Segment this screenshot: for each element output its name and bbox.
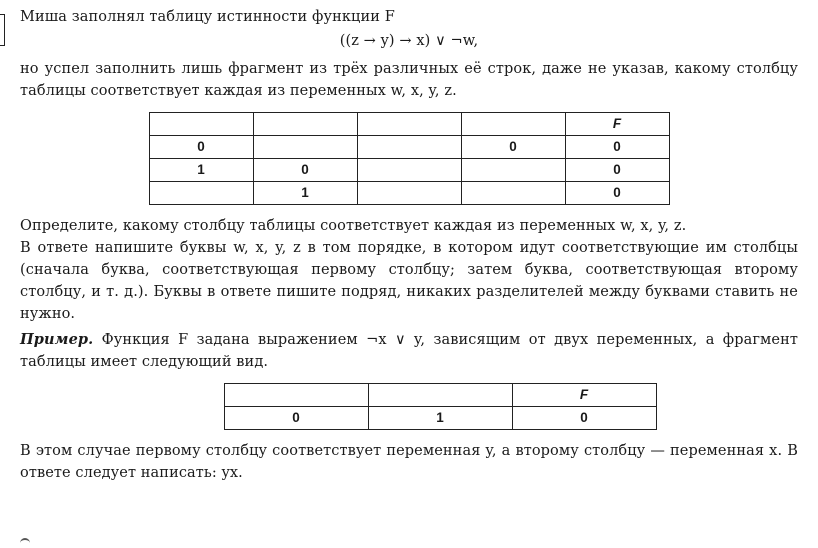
table2-cell: 0 xyxy=(512,407,656,430)
example-truth-table xyxy=(224,383,657,430)
table1-cell xyxy=(357,159,461,182)
table2-cell: 1 xyxy=(368,407,512,430)
table1-cell xyxy=(149,113,253,136)
table1-cell: 0 xyxy=(565,159,669,182)
table1-cell: 0 xyxy=(461,136,565,159)
table2-header-row xyxy=(224,384,656,407)
table2-cell xyxy=(224,384,368,407)
task-paragraph-4: В этом случае первому столбцу соответствует переменная y, а второму столбцу — переменная x. В ответе следует написать: yx. xyxy=(20,443,798,481)
table2-cell: 0 xyxy=(224,407,368,430)
example-table-wrap xyxy=(82,383,798,430)
example-label: Пример. xyxy=(20,331,94,348)
table1-cell xyxy=(357,182,461,205)
table1-cell xyxy=(461,182,565,205)
table1-cell xyxy=(357,113,461,136)
task-paragraph-3: В ответе напишите буквы w, x, y, z в том порядке, в котором идут соответствующие им столбцы (сначала буква, соответствующая первому столбцу; затем буква, соответствующая второму столбцу, и т. д.). Буквы в ответе пишите подряд, никаких разделителей между буквами ставить не нужно. xyxy=(20,240,798,322)
table1-cell xyxy=(461,159,565,182)
table2-row xyxy=(224,407,656,430)
table1-cell xyxy=(253,113,357,136)
table1-row xyxy=(149,182,669,205)
task-formula: ((z → y) → x) ∨ ¬w, xyxy=(339,33,479,49)
task-paragraph-2: Определите, какому столбцу таблицы соответствует каждая из переменных w, x, y, z. xyxy=(20,218,687,234)
task-paragraph-1: но успел заполнить лишь фрагмент из трёх различных её строк, даже не указав, какому столбцу таблицы соответствует каждая из переменных w, x, y, z. xyxy=(20,61,798,99)
table1-cell xyxy=(149,182,253,205)
table1-cell xyxy=(253,136,357,159)
task-page xyxy=(20,6,798,484)
table1-row xyxy=(149,159,669,182)
truth-table-fragment xyxy=(149,112,670,205)
table1-cell xyxy=(461,113,565,136)
table1-row xyxy=(149,136,669,159)
table2-cell xyxy=(368,384,512,407)
task-intro: Миша заполнял таблицу истинности функции F xyxy=(20,9,395,25)
table1-cell: 0 xyxy=(149,136,253,159)
example-text: Функция F задана выражением ¬x ∨ y, зависящим от двух переменных, а фрагмент таблицы имеет следующий вид. xyxy=(20,332,798,370)
example-paragraph xyxy=(20,329,798,373)
table2-cell: F xyxy=(512,384,656,407)
table1-header-row xyxy=(149,113,669,136)
table1-cell: 1 xyxy=(149,159,253,182)
table1-cell: F xyxy=(565,113,669,136)
table1-cell: 0 xyxy=(253,159,357,182)
next-task-fragment xyxy=(20,538,30,548)
table1-cell: 1 xyxy=(253,182,357,205)
table1-cell: 0 xyxy=(565,136,669,159)
table1-cell: 0 xyxy=(565,182,669,205)
table1-cell xyxy=(357,136,461,159)
task-number-box xyxy=(0,14,5,46)
